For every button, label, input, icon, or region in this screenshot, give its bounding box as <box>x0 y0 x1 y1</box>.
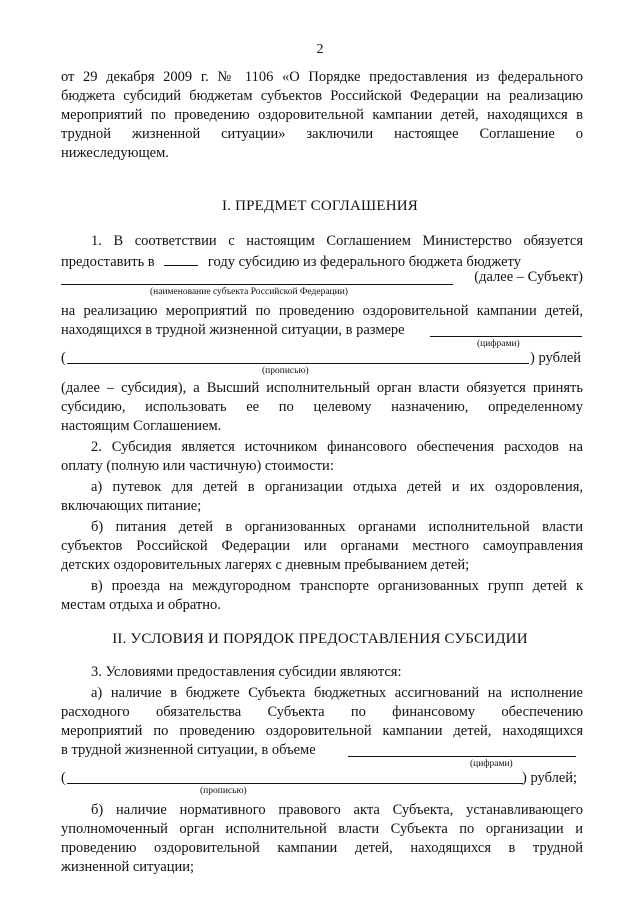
p1-line-1: 1. В соответствии с настоящим Соглашением Министерство обязуется <box>91 233 583 249</box>
caption-digits-1: (цифрами) <box>477 339 520 349</box>
caption-subject-name: (наименование субъекта Российской Федерации) <box>150 287 348 297</box>
p3b-line-1: б) наличие нормативного правового акта Субъекта, устанавливающего <box>91 802 583 818</box>
p3b-line-4: жизненной ситуации; <box>61 859 194 875</box>
pb-line-1: б) питания детей в организованных органами исполнительной власти <box>91 519 583 535</box>
caption-words-1: (прописью) <box>262 366 309 376</box>
caption-words-2: (прописью) <box>200 786 247 796</box>
subject-name-blank <box>61 284 453 285</box>
intro-line-2: бюджета субсидий бюджетам субъектов Российской Федерации на реализацию <box>61 88 583 104</box>
volume-words-blank <box>67 783 523 784</box>
p1-line-7: (далее – субсидия), а Высший исполнительный орган власти обязуется принять <box>61 380 583 396</box>
intro-line-3: мероприятий по проведению оздоровительной кампании детей, находящихся в <box>61 107 583 123</box>
caption-digits-2: (цифрами) <box>470 759 513 769</box>
pa-line-2: включающих питание; <box>61 498 202 514</box>
section-1-heading: I. ПРЕДМЕТ СОГЛАШЕНИЯ <box>221 198 419 214</box>
pv-line-1: в) проезда на междугородном транспорте организованных групп детей к <box>91 578 583 594</box>
p3b-line-2: уполномоченный орган исполнительной власти Субъекта по организации и <box>61 821 583 837</box>
amount-words-blank <box>67 363 529 364</box>
p1-open-paren: ( <box>61 350 66 366</box>
p3a-open-paren: ( <box>61 770 66 786</box>
p3a-line-1: а) наличие в бюджете Субъекта бюджетных ассигнований на исполнение <box>91 685 583 701</box>
p1-text-provide: предоставить в <box>61 254 155 270</box>
p1-line-8: субсидию, использовать ее по целевому назначению, определенному <box>61 399 583 415</box>
amount-digits-blank <box>430 336 582 337</box>
p3b-line-3: проведению оздоровительной кампании детей, находящихся в трудной <box>61 840 583 856</box>
p1-text-year: году субсидию из федерального бюджета бюджету <box>207 254 521 270</box>
p2-line-2: оплату (полную или частичную) стоимости: <box>61 458 334 474</box>
pb-line-3: детских оздоровительных лагерях с дневным пребыванием детей; <box>61 557 470 573</box>
section-2-heading: II. УСЛОВИЯ И ПОРЯДОК ПРЕДОСТАВЛЕНИЯ СУБСИДИИ <box>112 631 528 647</box>
intro-line-1: от 29 декабря 2009 г. № 1106 «О Порядке предоставления из федерального <box>61 69 583 85</box>
p1-line-4: на реализацию мероприятий по проведению оздоровительной кампании детей, <box>61 303 583 319</box>
p3a-rubles: ) рублей; <box>522 770 578 786</box>
pa-line-1: а) путевок для детей в организации отдыха детей и их оздоровления, <box>91 479 583 495</box>
p3-line-1: 3. Условиями предоставления субсидии являются: <box>91 664 402 680</box>
pv-line-2: местам отдыха и обратно. <box>61 597 221 613</box>
p3a-line-4: в трудной жизненной ситуации, в объеме <box>61 742 316 758</box>
volume-digits-blank <box>348 756 576 757</box>
p3a-line-3: мероприятий по проведению оздоровительной кампании детей, находящихся <box>61 723 583 739</box>
p1-rubles: ) рублей <box>530 350 582 366</box>
intro-line-5: нижеследующем. <box>61 145 169 161</box>
page-number: 2 <box>316 42 324 57</box>
p1-line-5: находящихся в трудной жизненной ситуации, в размере <box>61 322 405 338</box>
p1-subject-note: (далее – Субъект) <box>474 269 583 285</box>
p1-line-9: настоящим Соглашением. <box>61 418 222 434</box>
intro-line-4: трудной жизненной ситуации» заключили настоящее Соглашение о <box>61 126 583 142</box>
pb-line-2: субъектов Российской Федерации или органами местного самоуправления <box>61 538 583 554</box>
year-blank <box>164 251 198 266</box>
p3a-line-2: расходного обязательства Субъекта по финансовому обеспечению <box>61 704 583 720</box>
p2-line-1: 2. Субсидия является источником финансового обеспечения расходов на <box>91 439 583 455</box>
